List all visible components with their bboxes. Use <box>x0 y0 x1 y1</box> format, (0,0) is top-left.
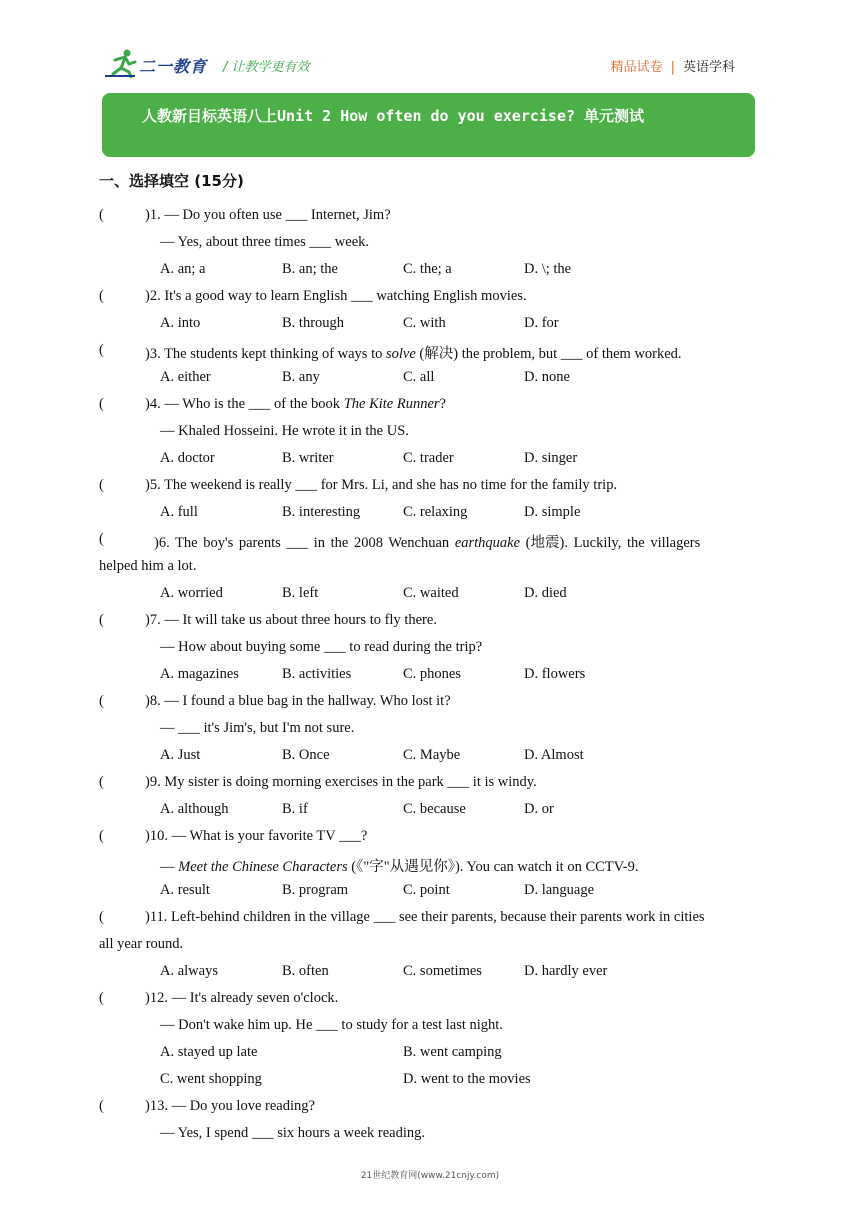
question-12-option-c: C. went shopping <box>160 1071 262 1087</box>
question-8-stem: )8. — I found a blue bag in the hallway. Who lost it? <box>145 693 451 709</box>
section-title: 一、选择填空 (15分) <box>99 172 244 190</box>
question-12-option-b: B. went camping <box>403 1044 502 1060</box>
answer-paren: ( <box>99 1098 104 1114</box>
question-2-option-a: A. into <box>160 315 201 331</box>
question-4-stem-italic: The Kite Runner <box>343 396 440 412</box>
question-4-stem2: — Khaled Hosseini. He wrote it in the US. <box>160 423 409 439</box>
question-3-stem-a: )3. The students kept thinking of ways to <box>145 346 386 362</box>
question-4-option-b: B. writer <box>282 450 334 466</box>
question-9-option-a: A. although <box>160 801 229 817</box>
question-1-option-a: A. an; a <box>160 261 206 277</box>
question-5-stem: )5. The weekend is really ___ for Mrs. Li, and she has no time for the family trip. <box>145 477 618 493</box>
question-5-option-d: D. simple <box>524 504 581 520</box>
answer-paren: ( <box>99 396 104 412</box>
logo-text: 二一教育 <box>139 57 208 76</box>
question-2-option-d: D. for <box>524 315 559 331</box>
page-footer: 21世纪教育网(www.21cnjy.com) <box>360 1171 500 1181</box>
runner-logo-icon <box>105 48 139 78</box>
question-1-stem2: — Yes, about three times ___ week. <box>160 234 370 250</box>
question-12-option-d: D. went to the movies <box>403 1071 531 1087</box>
question-9-option-b: B. if <box>282 801 308 817</box>
question-10-stem2-italic: Meet the Chinese Characters <box>178 859 348 875</box>
question-6-stem <box>154 531 700 552</box>
question-10-option-d: D. language <box>524 882 595 898</box>
question-8-stem2: — ___ it's Jim's, but I'm not sure. <box>160 720 355 736</box>
question-1-option-d: D. \; the <box>524 261 572 277</box>
page-header <box>105 48 755 82</box>
answer-paren: ( <box>99 531 104 547</box>
question-3-option-b: B. any <box>282 369 320 385</box>
question-5-option-b: B. interesting <box>282 504 361 520</box>
tag-divider: | <box>670 60 675 75</box>
question-7-option-b: B. activities <box>282 666 352 682</box>
answer-paren: ( <box>99 342 104 358</box>
question-9-option-c: C. because <box>403 801 466 817</box>
question-11-option-c: C. sometimes <box>403 963 482 979</box>
question-3-option-d: D. none <box>524 369 570 385</box>
question-8-option-d: D. Almost <box>524 747 584 763</box>
question-11-option-d: D. hardly ever <box>524 963 608 979</box>
question-4-stem-b: ? <box>439 396 446 412</box>
question-5-option-c: C. relaxing <box>403 504 468 520</box>
question-4-stem-a: )4. — Who is the ___ of the book <box>145 396 344 412</box>
question-10-stem2: — Meet the Chinese Characters (《"字"从遇见你》). You can watch it on CCTV-9. <box>160 859 639 875</box>
question-11-stem: )11. Left-behind children in the village ___ see their parents, because their parents work in cities <box>145 909 705 925</box>
question-10-option-c: C. point <box>403 882 450 898</box>
question-3-stem-italic: solve <box>385 346 416 362</box>
answer-paren: ( <box>99 288 104 304</box>
question-10-stem: )10. — What is your favorite TV ___? <box>145 828 368 844</box>
answer-paren: ( <box>99 828 104 844</box>
question-8-option-b: B. Once <box>282 747 330 763</box>
question-4-option-d: D. singer <box>524 450 578 466</box>
question-11-stem2: all year round. <box>99 936 184 952</box>
answer-paren: ( <box>99 990 104 1006</box>
answer-paren: ( <box>99 207 104 223</box>
question-8-option-c: C. Maybe <box>403 747 461 763</box>
question-3-option-a: A. either <box>160 369 211 385</box>
question-6-stem-a: )6. The boy's parents ___ in the 2008 Wenchuan <box>154 535 455 551</box>
question-4-stem <box>145 396 446 413</box>
question-6-stem2: helped him a lot. <box>99 558 197 574</box>
question-7-option-a: A. magazines <box>160 666 239 682</box>
question-5-option-a: A. full <box>160 504 198 520</box>
question-6-option-c: C. waited <box>403 585 459 601</box>
slogan: / 让教学更有效 <box>223 60 310 75</box>
question-6-stem-italic: earthquake <box>454 535 521 551</box>
question-7-option-c: C. phones <box>403 666 461 682</box>
question-1-stem: )1. — Do you often use ___ Internet, Jim? <box>145 207 391 223</box>
document-title: 人教新目标英语八上Unit 2 How often do you exercise? 单元测试 <box>142 107 645 125</box>
question-6-option-d: D. died <box>524 585 567 601</box>
answer-paren: ( <box>99 774 104 790</box>
question-3-stem <box>145 342 682 363</box>
question-1-option-b: B. an; the <box>282 261 338 277</box>
question-2-option-c: C. with <box>403 315 446 331</box>
answer-paren: ( <box>99 909 104 925</box>
question-2-option-b: B. through <box>282 315 345 331</box>
question-1-option-c: C. the; a <box>403 261 452 277</box>
question-8-option-a: A. Just <box>160 747 201 763</box>
question-13-stem2: — Yes, I spend ___ six hours a week reading. <box>160 1125 425 1141</box>
question-10-stem2-b: (《"字"从遇见你》). You can watch it on CCTV-9. <box>347 859 639 875</box>
question-9-stem: )9. My sister is doing morning exercises in the park ___ it is windy. <box>145 774 537 790</box>
answer-paren: ( <box>99 693 104 709</box>
logo <box>105 48 215 80</box>
question-6-option-a: A. worried <box>160 585 223 601</box>
question-6-stem-b: (地震). Luckily, the villagers <box>520 535 701 551</box>
question-10-option-b: B. program <box>282 882 349 898</box>
question-12-option-a: A. stayed up late <box>160 1044 258 1060</box>
question-9-option-d: D. or <box>524 801 554 817</box>
question-7-stem2: — How about buying some ___ to read during the trip? <box>160 639 483 655</box>
tag-subject: 英语学科 <box>682 60 735 75</box>
title-banner <box>102 93 755 157</box>
answer-paren: ( <box>99 477 104 493</box>
question-7-option-d: D. flowers <box>524 666 586 682</box>
question-3-stem-b: (解决) the problem, but ___ of them worked. <box>415 346 682 362</box>
tag-quality-paper: 精品试卷 <box>610 60 663 75</box>
question-4-option-a: A. doctor <box>160 450 215 466</box>
question-3-option-c: C. all <box>403 369 435 385</box>
question-6-option-b: B. left <box>282 585 319 601</box>
question-13-stem: )13. — Do you love reading? <box>145 1098 315 1114</box>
header-tags <box>611 56 735 75</box>
question-2-stem: )2. It's a good way to learn English ___ watching English movies. <box>145 288 527 304</box>
question-4-option-c: C. trader <box>403 450 454 466</box>
question-12-stem2: — Don't wake him up. He ___ to study for a test last night. <box>160 1017 503 1033</box>
question-10-option-a: A. result <box>160 882 210 898</box>
question-12-stem: )12. — It's already seven o'clock. <box>145 990 339 1006</box>
answer-paren: ( <box>99 612 104 628</box>
question-11-option-a: A. always <box>160 963 218 979</box>
question-11-option-b: B. often <box>282 963 329 979</box>
question-7-stem: )7. — It will take us about three hours to fly there. <box>145 612 437 628</box>
